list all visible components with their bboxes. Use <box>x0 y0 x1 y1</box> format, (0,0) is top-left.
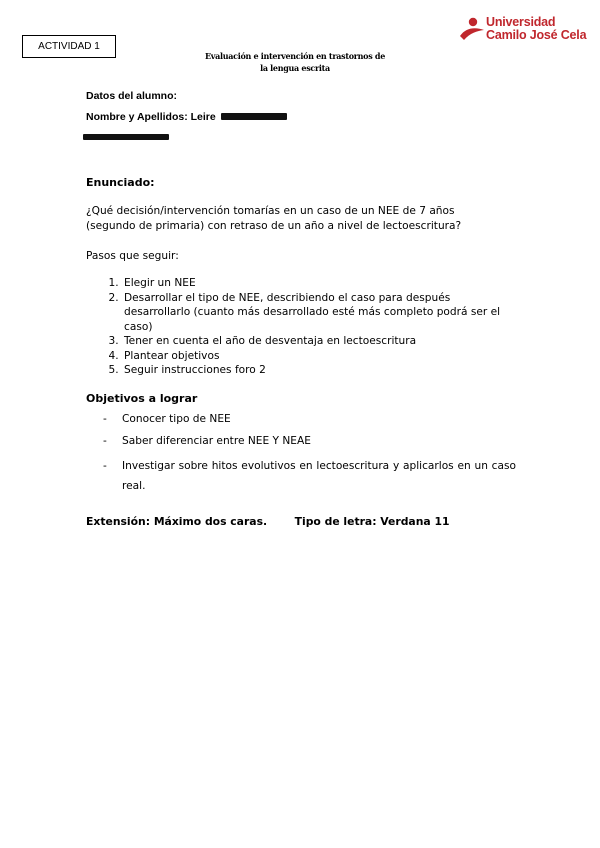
document-title <box>190 50 400 74</box>
objective-text: Investigar sobre hitos evolutivos en lectoescritura y aplicarlos en un caso real. <box>122 460 516 492</box>
redacted-surname <box>221 113 287 120</box>
objective-text: Conocer tipo de NEE <box>122 413 231 425</box>
objective-item <box>86 456 516 496</box>
dash-bullet: - <box>103 413 107 425</box>
student-data-label: Datos del alumno: <box>86 90 178 102</box>
objectives-heading: Objetivos a lograr <box>86 392 198 405</box>
logo-line-2: Camilo José Cela <box>486 28 587 42</box>
step-item: 5. Seguir instrucciones foro 2 <box>122 363 506 378</box>
document-title-line-1: Evaluación e intervención en trastornos de <box>204 51 385 61</box>
objective-item <box>86 412 516 427</box>
step-item: 4. Plantear objetivos <box>122 349 506 364</box>
logo-line-1: Universidad <box>486 15 556 29</box>
university-emblem-icon <box>458 16 486 42</box>
objectives-list-container <box>86 412 516 496</box>
steps-list <box>86 276 506 378</box>
extension-note: Extensión: Máximo dos caras. <box>86 515 268 528</box>
university-logo-text <box>486 16 586 42</box>
objective-item <box>86 434 516 449</box>
steps-intro: Pasos que seguir: <box>86 250 179 262</box>
steps-list-container <box>86 276 506 378</box>
statement-heading: Enunciado: <box>86 176 155 189</box>
objectives-list <box>86 412 516 496</box>
student-name-row <box>86 111 287 123</box>
step-item: 3. Tener en cuenta el año de desventaja en lectoescritura <box>122 334 506 349</box>
step-item: 1. Elegir un NEE <box>122 276 506 291</box>
university-logo <box>458 16 588 44</box>
document-title-line-2: la lengua escrita <box>260 63 330 73</box>
student-name-label: Nombre y Apellidos: Leire <box>86 111 216 123</box>
objective-text: Saber diferenciar entre NEE Y NEAE <box>122 435 311 447</box>
activity-label: ACTIVIDAD 1 <box>38 41 100 52</box>
redacted-second-surname <box>83 134 169 140</box>
statement-question: ¿Qué decisión/intervención tomarías en un caso de un NEE de 7 años (segundo de primaria) con retraso de un año a nivel de lectoescritura? <box>86 205 462 232</box>
dash-bullet: - <box>103 460 107 472</box>
font-note: Tipo de letra: Verdana 11 <box>294 515 450 528</box>
activity-label-box <box>22 35 116 58</box>
step-item: 2. Desarrollar el tipo de NEE, describiendo el caso para después desarrollarlo (cuanto más desarrollado esté más completo podrá ser el caso) <box>122 291 506 335</box>
format-requirements <box>86 515 449 528</box>
dash-bullet: - <box>103 435 107 447</box>
